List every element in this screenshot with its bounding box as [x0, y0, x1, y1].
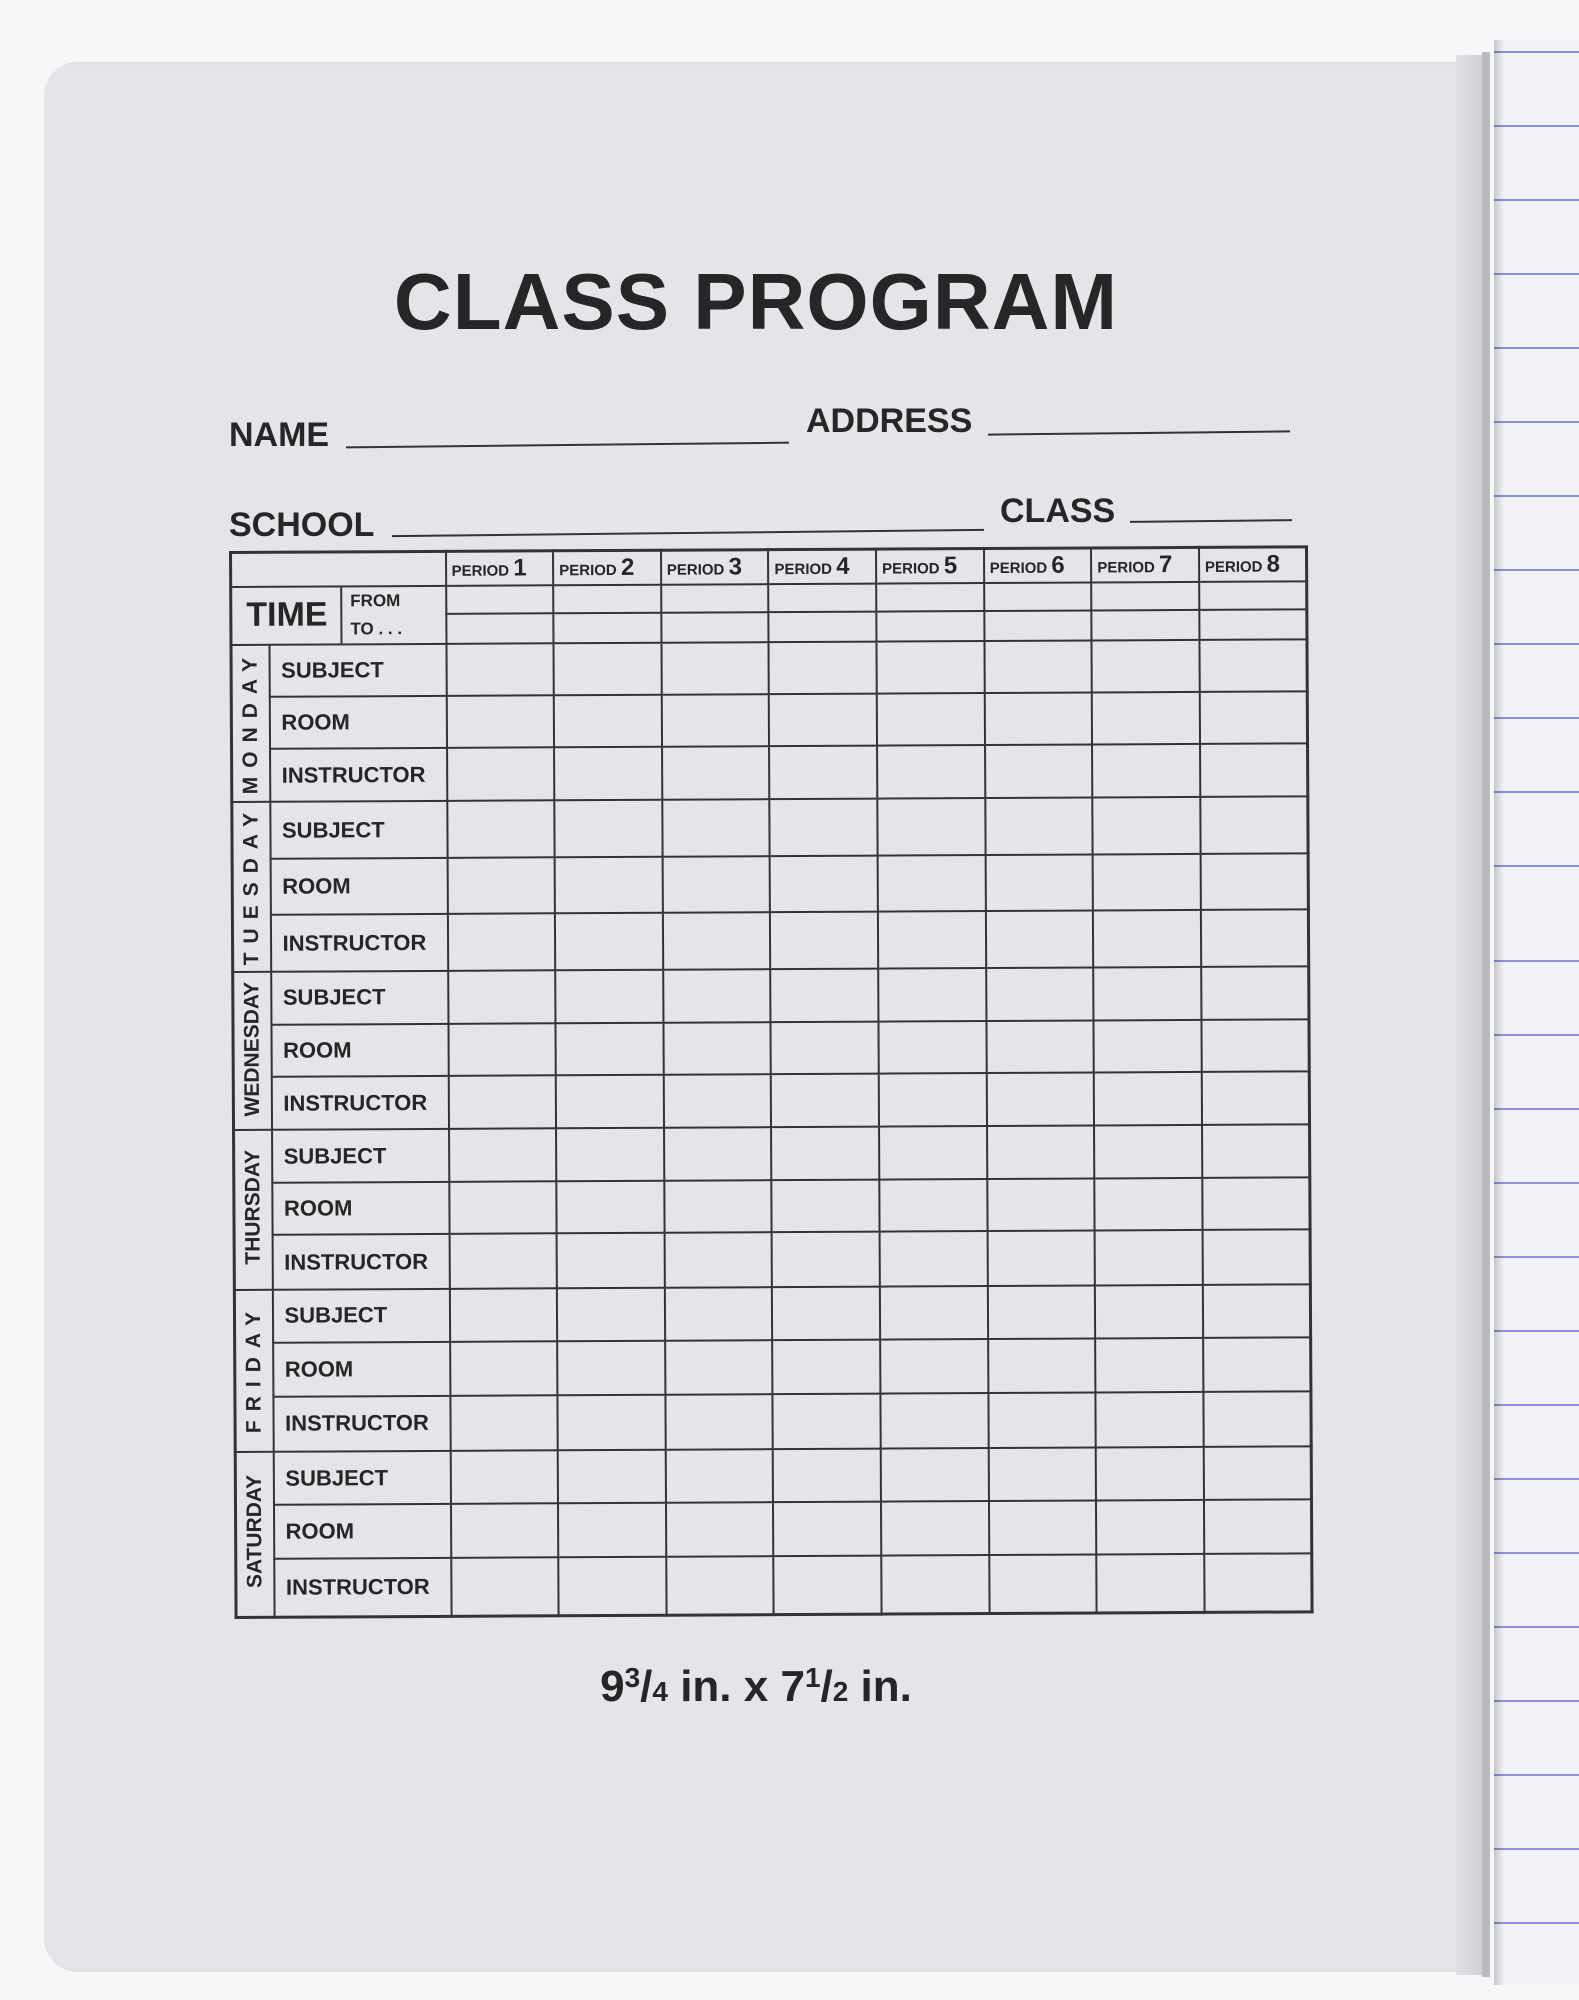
schedule-cell[interactable]	[1200, 853, 1308, 910]
wednesday-instructor-row	[233, 1071, 1309, 1130]
schedule-cell[interactable]	[557, 1233, 665, 1288]
schedule-cell[interactable]	[771, 969, 879, 1022]
school-label: SCHOOL	[229, 506, 375, 544]
schedule-cell[interactable]	[662, 694, 770, 747]
schedule-cell[interactable]	[1201, 1019, 1309, 1072]
day-label-tuesday: TUESDAY	[232, 802, 271, 972]
saturday-subject-row	[235, 1446, 1311, 1505]
schedule-cell[interactable]	[1097, 1554, 1205, 1613]
schedule-cell[interactable]	[556, 1075, 664, 1129]
schedule-cell[interactable]	[1200, 743, 1308, 797]
schedule-cell[interactable]	[1204, 1553, 1312, 1612]
schedule-cell[interactable]	[554, 747, 662, 801]
schedule-cell[interactable]	[879, 1127, 987, 1180]
schedule-cell[interactable]	[986, 1073, 1094, 1127]
period-header-row	[231, 547, 1307, 587]
schedule-cell[interactable]	[661, 642, 769, 694]
wednesday-room-row	[233, 1019, 1309, 1077]
schedule-cell[interactable]	[771, 1021, 879, 1074]
page-title: CLASS PROGRAM	[393, 257, 1119, 346]
schedule-cell[interactable]	[556, 1181, 664, 1234]
schedule-cell[interactable]	[987, 1231, 1095, 1286]
address-label: ADDRESS	[806, 402, 973, 440]
thursday-subject-row	[234, 1125, 1310, 1183]
schedule-cell[interactable]	[769, 746, 877, 800]
schedule-cell[interactable]	[1093, 967, 1201, 1020]
monday-instructor-row	[232, 743, 1308, 802]
schedule-cell[interactable]	[986, 910, 1094, 968]
schedule-cell[interactable]	[986, 1020, 1094, 1073]
row-label-subject: SUBJECT	[272, 1289, 449, 1343]
schedule-cell[interactable]	[555, 856, 663, 913]
schedule-cell[interactable]	[769, 693, 877, 746]
schedule-cell[interactable]	[447, 747, 555, 801]
saturday-instructor-row	[236, 1553, 1312, 1617]
schedule-cell[interactable]	[558, 1503, 666, 1557]
schedule-cell[interactable]	[449, 1288, 557, 1342]
schedule-cell[interactable]	[880, 1339, 988, 1393]
schedule-cell[interactable]	[665, 1449, 773, 1503]
schedule-cell[interactable]	[666, 1503, 774, 1557]
time-from-cell[interactable]	[1199, 581, 1307, 610]
row-label-subject: SUBJECT	[269, 644, 446, 696]
schedule-cell[interactable]	[881, 1448, 989, 1502]
schedule-cell[interactable]	[877, 745, 985, 799]
time-from-cell[interactable]	[769, 583, 877, 612]
schedule-cell[interactable]	[663, 1022, 771, 1075]
schedule-cell[interactable]	[772, 1232, 880, 1287]
day-label-thursday: THURSDAY	[234, 1130, 273, 1289]
time-from-cell[interactable]	[1091, 582, 1199, 611]
schedule-cell[interactable]	[987, 1285, 1095, 1339]
row-label-instructor: INSTRUCTOR	[274, 1558, 451, 1618]
schedule-cell[interactable]	[665, 1287, 773, 1341]
schedule-cell[interactable]	[1203, 1284, 1311, 1338]
time-to-cell[interactable]	[876, 611, 984, 642]
friday-instructor-row	[235, 1391, 1311, 1452]
time-to-cell[interactable]	[1199, 609, 1307, 640]
schedule-cell[interactable]	[1199, 640, 1307, 692]
thursday-instructor-row	[234, 1230, 1310, 1290]
period-header-7: PERIOD 7	[1091, 547, 1199, 582]
schedule-cell[interactable]	[556, 1128, 664, 1181]
row-label-subject: SUBJECT	[272, 1129, 449, 1182]
schedule-cell[interactable]	[1200, 691, 1308, 744]
period-header-5: PERIOD 5	[876, 549, 984, 584]
schedule-table	[229, 545, 1314, 1619]
monday-room-row	[231, 691, 1307, 749]
schedule-cell[interactable]	[772, 1180, 880, 1233]
saturday-room-row	[235, 1500, 1311, 1559]
schedule-cell[interactable]	[879, 1073, 987, 1127]
tuesday-instructor-row	[232, 909, 1308, 972]
wednesday-subject-row	[233, 967, 1309, 1025]
schedule-cell[interactable]	[663, 969, 771, 1022]
class-label: CLASS	[1000, 492, 1116, 530]
day-label-saturday: SATURDAY	[235, 1452, 274, 1618]
schedule-cell[interactable]	[450, 1450, 558, 1504]
period-header-3: PERIOD 3	[661, 550, 769, 585]
schedule-cell[interactable]	[448, 1023, 556, 1076]
schedule-cell[interactable]	[880, 1231, 988, 1286]
time-to-cell[interactable]	[1092, 610, 1200, 641]
schedule-cell[interactable]	[1096, 1392, 1204, 1448]
period-header-1: PERIOD 1	[446, 551, 554, 586]
schedule-cell[interactable]	[554, 643, 662, 695]
thursday-room-row	[234, 1177, 1310, 1235]
schedule-cell[interactable]	[878, 911, 986, 969]
schedule-cell[interactable]	[878, 855, 986, 912]
day-label-monday: MONDAY	[231, 645, 270, 802]
schedule-cell[interactable]	[881, 1555, 989, 1614]
schedule-cell[interactable]	[664, 1128, 772, 1181]
schedule-cell[interactable]	[554, 800, 662, 857]
schedule-cell[interactable]	[879, 1179, 987, 1232]
schedule-cell[interactable]	[1092, 744, 1200, 798]
schedule-cell[interactable]	[1202, 1125, 1310, 1178]
schedule-cell[interactable]	[881, 1502, 989, 1556]
row-label-room: ROOM	[270, 858, 447, 915]
period-header-6: PERIOD 6	[984, 548, 1092, 583]
schedule-cell[interactable]	[877, 799, 985, 856]
schedule-cell[interactable]	[1203, 1338, 1311, 1392]
time-to-cell[interactable]	[553, 613, 661, 644]
schedule-cell[interactable]	[878, 1021, 986, 1074]
time-from-cell[interactable]	[876, 583, 984, 612]
schedule-cell[interactable]	[1202, 1177, 1310, 1230]
schedule-cell[interactable]	[1094, 1125, 1202, 1178]
schedule-cell[interactable]	[880, 1393, 988, 1449]
day-label-friday: FRIDAY	[234, 1290, 273, 1452]
schedule-cell[interactable]	[450, 1504, 558, 1558]
schedule-cell[interactable]	[1201, 967, 1309, 1020]
schedule-cell[interactable]	[446, 644, 554, 696]
from-to-label: FROM TO . . .	[350, 591, 403, 639]
schedule-cell[interactable]	[988, 1448, 1096, 1502]
schedule-cell[interactable]	[555, 970, 663, 1023]
schedule-cell[interactable]	[984, 692, 1092, 745]
name-label: NAME	[229, 416, 330, 454]
day-label-wednesday: WEDNESDAY	[233, 972, 272, 1130]
schedule-cell[interactable]	[988, 1392, 1096, 1448]
time-to-cell[interactable]	[984, 610, 1092, 641]
schedule-cell[interactable]	[1096, 1447, 1204, 1501]
schedule-cell[interactable]	[1095, 1230, 1203, 1285]
schedule-cell[interactable]	[774, 1555, 882, 1614]
row-label-instructor: INSTRUCTOR	[272, 1234, 449, 1289]
row-label-room: ROOM	[273, 1504, 450, 1558]
schedule-cell[interactable]	[989, 1554, 1097, 1613]
schedule-cell[interactable]	[554, 694, 662, 747]
period-header-8: PERIOD 8	[1199, 547, 1307, 582]
schedule-cell[interactable]	[771, 1074, 879, 1128]
row-label-subject: SUBJECT	[270, 801, 447, 858]
schedule-cell[interactable]	[666, 1556, 774, 1615]
schedule-cell[interactable]	[772, 1286, 880, 1340]
tuesday-room-row	[232, 853, 1308, 915]
schedule-cell[interactable]	[557, 1341, 665, 1395]
schedule-cell[interactable]	[1204, 1500, 1312, 1554]
schedule-cell[interactable]	[665, 1340, 773, 1394]
schedule-cell[interactable]	[1204, 1446, 1312, 1500]
row-label-instructor: INSTRUCTOR	[270, 914, 447, 972]
schedule-cell[interactable]	[451, 1557, 559, 1616]
friday-subject-row	[234, 1284, 1310, 1343]
row-label-room: ROOM	[273, 1342, 450, 1396]
schedule-cell[interactable]	[773, 1449, 881, 1503]
schedule-cell[interactable]	[557, 1287, 665, 1341]
schedule-cell[interactable]	[558, 1557, 666, 1616]
schedule-cell[interactable]	[1096, 1500, 1204, 1554]
schedule-cell[interactable]	[985, 745, 1093, 799]
row-label-subject: SUBJECT	[271, 971, 448, 1024]
schedule-cell[interactable]	[449, 1181, 557, 1234]
schedule-cell[interactable]	[558, 1450, 666, 1504]
row-label-subject: SUBJECT	[273, 1451, 450, 1505]
schedule-cell[interactable]	[1201, 909, 1309, 967]
schedule-cell[interactable]	[1093, 910, 1201, 968]
schedule-cell[interactable]	[988, 1339, 1096, 1393]
schedule-cell[interactable]	[556, 1022, 664, 1075]
schedule-cell[interactable]	[450, 1341, 558, 1395]
row-label-instructor: INSTRUCTOR	[270, 748, 447, 802]
schedule-cell[interactable]	[1202, 1230, 1310, 1285]
schedule-cell[interactable]	[770, 799, 878, 856]
time-from-cell[interactable]	[446, 585, 554, 614]
schedule-cell[interactable]	[555, 913, 663, 971]
monday-subject-row	[231, 640, 1307, 697]
row-label-instructor: INSTRUCTOR	[271, 1076, 448, 1130]
schedule-cell[interactable]	[558, 1394, 666, 1450]
schedule-cell[interactable]	[662, 746, 770, 800]
period-header-2: PERIOD 2	[553, 550, 661, 585]
schedule-cell[interactable]	[663, 1074, 771, 1128]
schedule-cell[interactable]	[1095, 1178, 1203, 1231]
schedule-cell[interactable]	[987, 1178, 1095, 1231]
time-from-cell[interactable]	[553, 585, 661, 614]
schedule-cell[interactable]	[1094, 1072, 1202, 1126]
schedule-cell[interactable]	[664, 1180, 772, 1233]
time-from-cell[interactable]	[661, 584, 769, 613]
header-corner-cell	[231, 551, 446, 586]
schedule-cell[interactable]	[662, 800, 770, 857]
schedule-cell[interactable]	[985, 854, 1093, 911]
schedule-cell[interactable]	[448, 1075, 556, 1129]
time-to-cell[interactable]	[661, 612, 769, 643]
schedule-cell[interactable]	[773, 1393, 881, 1449]
schedule-cell[interactable]	[773, 1340, 881, 1394]
time-from-cell[interactable]	[984, 582, 1092, 611]
schedule-cell[interactable]	[986, 968, 1094, 1021]
schedule-cell[interactable]	[1202, 1071, 1310, 1125]
schedule-cell[interactable]	[663, 912, 771, 970]
schedule-cell[interactable]	[447, 857, 555, 914]
row-label-room: ROOM	[269, 695, 446, 748]
friday-room-row	[235, 1338, 1311, 1397]
schedule-cell[interactable]	[770, 912, 878, 970]
schedule-cell[interactable]	[1093, 797, 1201, 854]
schedule-cell[interactable]	[880, 1286, 988, 1340]
schedule-cell[interactable]	[446, 695, 554, 748]
schedule-cell[interactable]	[985, 798, 1093, 855]
schedule-cell[interactable]	[1092, 692, 1200, 745]
schedule-cell[interactable]	[876, 641, 984, 693]
period-header-4: PERIOD 4	[768, 549, 876, 584]
schedule-cell[interactable]	[447, 801, 555, 858]
schedule-cell[interactable]	[664, 1232, 772, 1287]
schedule-cell[interactable]	[769, 642, 877, 694]
time-to-cell[interactable]	[769, 612, 877, 643]
tuesday-subject-row	[232, 797, 1308, 859]
schedule-cell[interactable]	[1095, 1285, 1203, 1339]
schedule-cell[interactable]	[662, 856, 770, 913]
schedule-cell[interactable]	[987, 1126, 1095, 1179]
schedule-cell[interactable]	[1094, 1020, 1202, 1073]
schedule-cell[interactable]	[878, 968, 986, 1021]
size-caption: $9^3/4$ in. x $7^1/2$ in.	[600, 1662, 912, 1711]
schedule-cell[interactable]	[449, 1129, 557, 1182]
time-to-cell[interactable]	[446, 613, 554, 644]
schedule-cell[interactable]	[1095, 1338, 1203, 1392]
schedule-cell[interactable]	[448, 971, 556, 1024]
schedule-cell[interactable]	[989, 1501, 1097, 1555]
schedule-cell[interactable]	[877, 693, 985, 746]
time-cell	[231, 586, 446, 646]
row-label-instructor: INSTRUCTOR	[273, 1395, 450, 1451]
schedule-cell[interactable]	[771, 1127, 879, 1180]
schedule-cell[interactable]	[665, 1394, 773, 1450]
schedule-cell[interactable]	[770, 855, 878, 912]
schedule-cell[interactable]	[449, 1234, 557, 1289]
schedule-cell[interactable]	[450, 1395, 558, 1451]
schedule-cell[interactable]	[773, 1502, 881, 1556]
schedule-cell[interactable]	[447, 913, 555, 971]
schedule-cell[interactable]	[984, 641, 1092, 693]
row-label-room: ROOM	[271, 1024, 448, 1077]
row-label-room: ROOM	[272, 1182, 449, 1235]
time-label: TIME	[232, 587, 341, 644]
schedule-cell[interactable]	[1092, 640, 1200, 692]
schedule-cell[interactable]	[1203, 1391, 1311, 1447]
schedule-cell[interactable]	[1093, 854, 1201, 911]
schedule-cell[interactable]	[1200, 797, 1308, 854]
